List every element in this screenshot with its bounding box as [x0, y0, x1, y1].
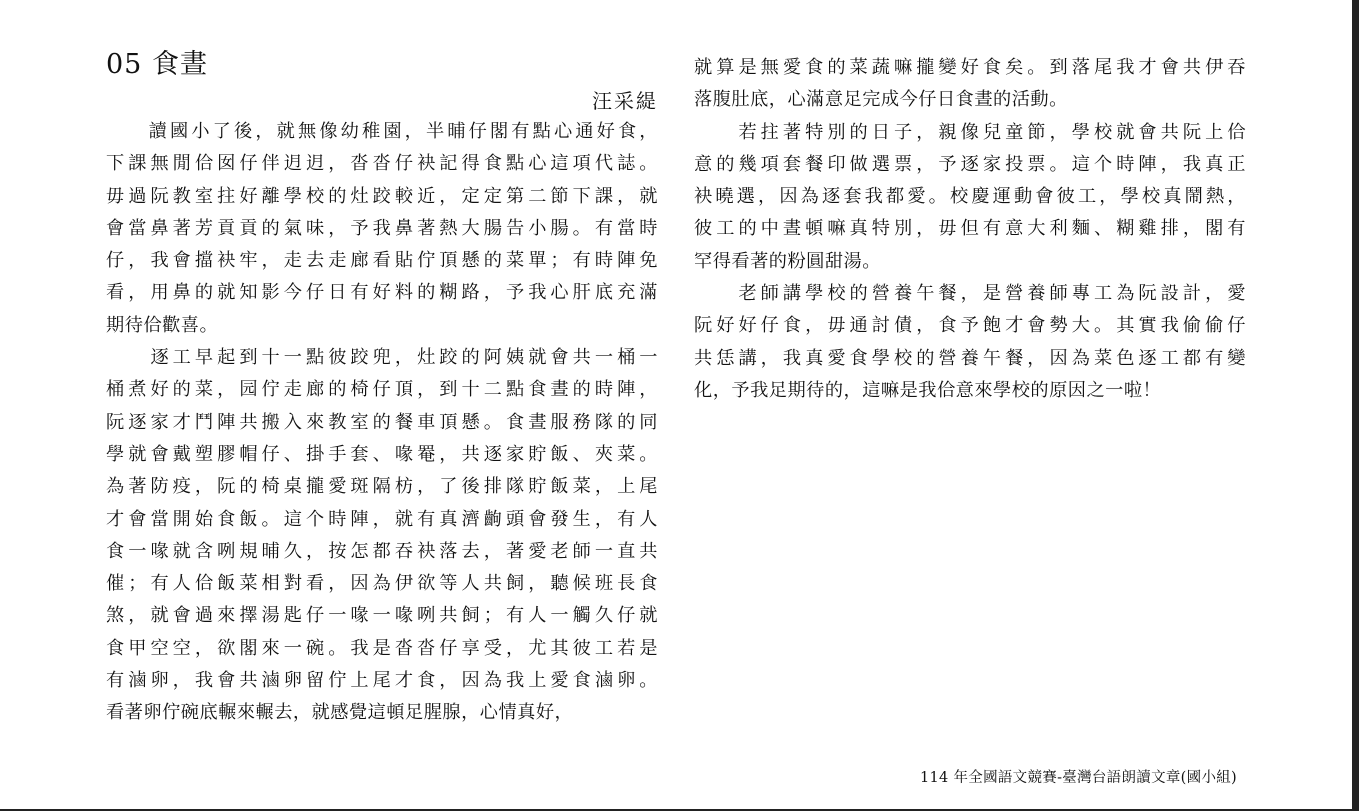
text-line: 有滷卵，我會共滷卵留佇上尾才食，因為我上愛食滷卵。: [106, 670, 658, 692]
left-column-text: [106, 116, 658, 730]
text-line: 食甲空空，欲閣來一碗。我是沓沓仔享受，尤其彼工若是: [106, 637, 658, 659]
text-line: 食一喙就含咧規晡久，按怎都吞袂落去，著愛老師一直共: [106, 540, 658, 562]
text-line: 看，用鼻的就知影今仔日有好料的糊路，予我心肝底充滿: [106, 282, 658, 304]
text-line: 看著卵佇碗底輾來輾去，就感覺這頓足腥腺，心情真好，: [106, 702, 574, 724]
article-title: 05 食晝: [106, 49, 208, 80]
text-line: 下課無閒佮囡仔伴迌迌，沓沓仔袂記得食點心這項代誌。: [106, 153, 658, 175]
text-line: 彼工的中晝頓嘛真特別，毋但有意大利麵、糊雞排，閣有: [694, 218, 1246, 240]
right-column-text: [694, 52, 1246, 407]
text-line: 阮好好仔食，毋通討債，食予飽才會勢大。其實我偷偷仔: [694, 315, 1246, 337]
text-line: 就算是無愛食的菜蔬嘛攏變好食矣。到落尾我才會共伊吞: [694, 57, 1246, 78]
text-line: 若拄著特別的日子，親像兒童節，學校就會共阮上佮: [694, 121, 1246, 143]
text-line: 落腹肚底，心滿意足完成今仔日食晝的活動。: [694, 89, 1068, 111]
page-footer: 114 年全國語文競賽-臺灣台語朗讀文章(國小組): [920, 770, 1237, 786]
text-line: 化，予我足期待的，這嘛是我佮意來學校的原因之一啦！: [694, 379, 1162, 401]
text-line: 老師講學校的營養午餐，是營養師專工為阮設計，愛: [694, 283, 1246, 305]
text-line: 共恁講，我真愛食學校的營養午餐，因為菜色逐工都有變: [694, 347, 1246, 369]
text-line: 為著防疫，阮的椅桌攏愛斑隔枋，了後排隊貯飯菜，上尾: [106, 476, 658, 498]
text-line: 阮逐家才鬥陣共搬入來教室的餐車頂懸。食晝服務隊的同: [106, 411, 658, 433]
text-line: 毋過阮教室拄好離學校的灶跤較近，定定第二節下課，就: [106, 185, 658, 207]
text-line: 催；有人佮飯菜相對看，因為伊欲等人共飼，聽候班長食: [106, 573, 658, 595]
text-line: 讀國小了後，就無像幼稚園，半晡仔閣有點心通好食，: [106, 121, 658, 142]
article-author: 汪采緹: [592, 89, 658, 113]
page-edge-bar: [1352, 0, 1359, 811]
text-line: 意的幾項套餐印做選票，予逐家投票。這个時陣，我真正: [694, 153, 1246, 175]
text-line: 學就會戴塑膠帽仔、掛手套、喙罨，共逐家貯飯、夾菜。: [106, 443, 658, 465]
text-line: 仔，我會擋袂牢，走去走廊看貼佇頂懸的菜單；有時陣免: [106, 250, 658, 272]
text-line: 會當鼻著芳貢貢的氣味，予我鼻著熱大腸告小腸。有當時: [106, 217, 658, 239]
text-line: 煞，就會過來擇湯匙仔一喙一喙咧共飼；有人一觸久仔就: [106, 605, 658, 627]
text-line: 袂曉選，因為逐套我都愛。校慶運動會彼工，學校真鬧熱，: [694, 186, 1246, 208]
text-line: 才會當開始食飯。這个時陣，就有真濟齣頭會發生，有人: [106, 508, 658, 530]
text-line: 桶煮好的菜，园佇走廊的椅仔頂，到十二點食晝的時陣，: [106, 379, 658, 401]
text-line: 期待佮歡喜。: [106, 314, 219, 336]
text-line: 罕得看著的粉圓甜湯。: [694, 250, 881, 272]
text-line: 逐工早起到十一點彼跤兜，灶跤的阿姨就會共一桶一: [106, 347, 658, 369]
